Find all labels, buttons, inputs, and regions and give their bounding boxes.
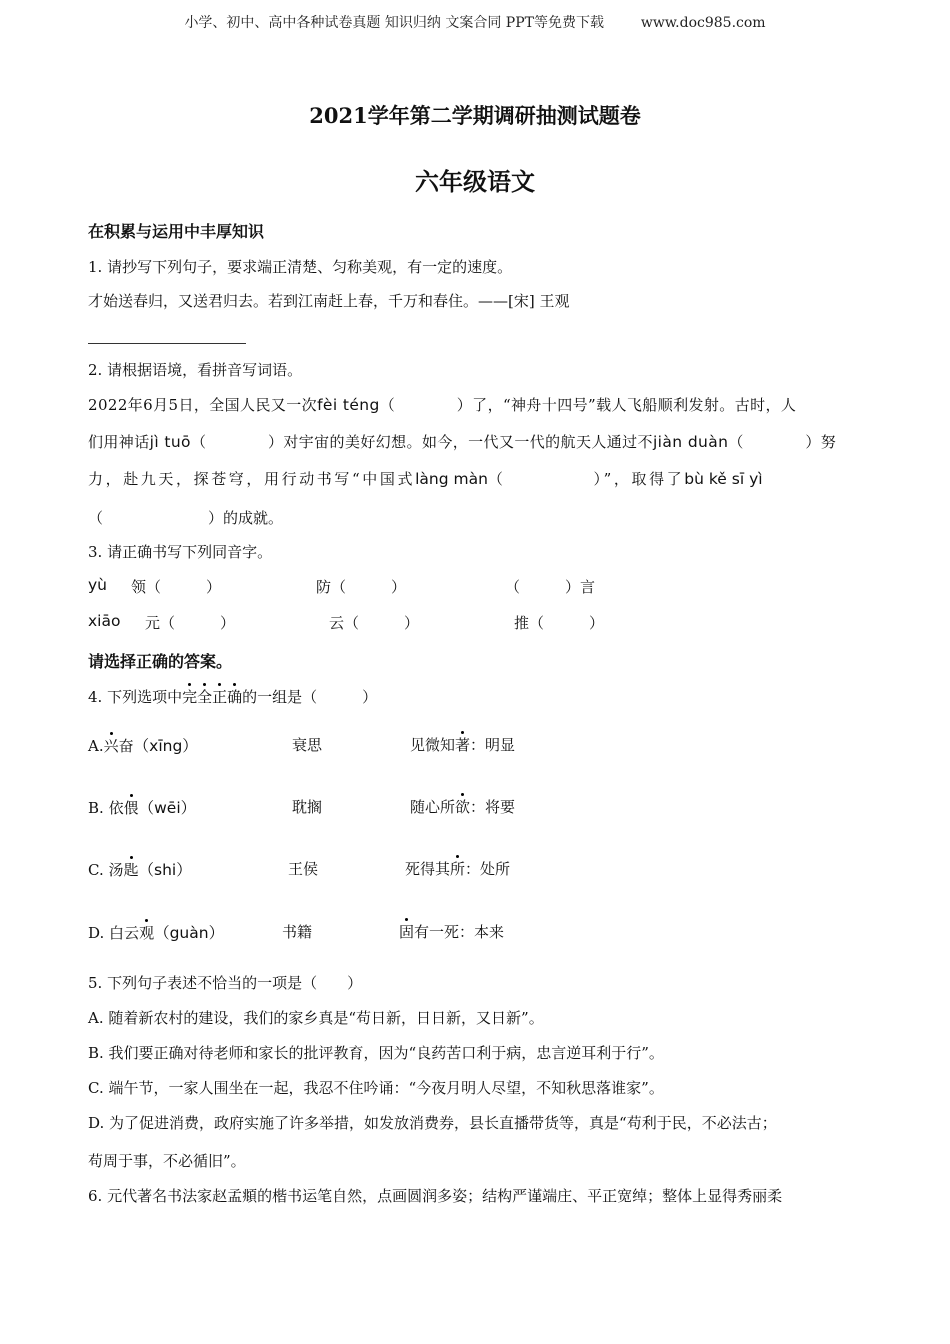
emphasis-char: 确 (227, 688, 243, 706)
q2-line-1 (88, 394, 864, 415)
q2-blank-text[interactable]: （ ）”，取得了 (487, 470, 685, 488)
option-word: 见微知 (410, 736, 456, 754)
page-header (0, 12, 950, 32)
q4-option-a[interactable] (88, 734, 198, 756)
emphasis-char: 偎 (123, 799, 139, 817)
q3-row1-c[interactable]: （ ）言 (505, 578, 596, 596)
q2-text: 力，赴九天，探苍穹，用行动书写“中国式 (88, 470, 416, 488)
q4-option-c-word3 (405, 858, 510, 879)
option-word: 汤 (108, 861, 124, 879)
q4-option-d-word3 (399, 921, 504, 942)
q3-row1-a[interactable]: 领（ ） (131, 578, 222, 596)
q2-blank-text[interactable]: （ ）努 (728, 433, 837, 451)
q1-answer-line[interactable] (88, 343, 246, 344)
emphasis-char: 固 (399, 923, 415, 941)
q4-option-d-word2: 书籍 (282, 923, 313, 941)
q2-blank-text[interactable]: （ ）对宇宙的美好幻想。如今，一代又一代的航天人通过不 (190, 433, 653, 451)
q2-prompt: 2. 请根据语境，看拼音写词语。 (88, 361, 303, 379)
emphasis-char: 兴 (103, 737, 119, 755)
exam-title: 2021学年第二学期调研抽测试题卷 (309, 103, 641, 128)
q5-option-d-line1[interactable]: D. 为了促进消费，政府实施了许多举措，如发放消费券，县长直播带货等，真是“苟利于民，不必法古； (88, 1114, 777, 1132)
q1-prompt: 1. 请抄写下列句子，要求端正清楚、匀称美观，有一定的速度。 (88, 258, 513, 276)
option-word: ：将要 (470, 798, 516, 816)
emphasis-char: 所 (450, 860, 466, 878)
option-pinyin: （xīng） (133, 737, 198, 755)
q5-option-a[interactable]: A. 随着新农村的建设，我们的家乡真是“苟日新，日日新，又日新”。 (88, 1009, 544, 1027)
q4-prompt-pre: 4. 下列选项中 (88, 688, 183, 706)
q1-poem: 才始送春归，又送君归去。若到江南赶上春，千万和春住。——[宋] 王观 (88, 292, 570, 310)
option-word: 白云 (109, 924, 140, 942)
q2-line-3 (88, 468, 864, 489)
option-label: B. (88, 799, 104, 817)
q2-line-4[interactable]: （ ）的成就。 (88, 509, 284, 527)
option-pinyin: （shi） (138, 861, 192, 879)
emphasis-char: 完 (182, 688, 198, 706)
q2-blank-text[interactable]: （ ）了，“神舟十四号”载人飞船顺利发射。古时，人 (379, 396, 797, 414)
option-label: D. (88, 924, 105, 942)
emphasis-char: 匙 (123, 861, 139, 879)
option-label: C. (88, 861, 104, 879)
option-label: A. (88, 737, 104, 755)
pinyin-fei-teng: fèi téng (317, 396, 380, 414)
emphasis-char: 全 (197, 688, 213, 706)
q3-prompt: 3. 请正确书写下列同音字。 (88, 543, 273, 561)
option-word: 有一死：本来 (414, 923, 505, 941)
emphasis-char: 观 (139, 924, 155, 942)
emphasis-char: 欲 (455, 798, 471, 816)
option-word: 依 (108, 799, 124, 817)
q4-option-c[interactable] (88, 858, 192, 880)
header-site[interactable]: www.doc985.com (640, 15, 766, 31)
pinyin-jian-duan: jiàn duàn (652, 433, 729, 451)
option-pinyin: （guàn） (154, 924, 225, 942)
q3-row2-a[interactable]: 元（ ） (145, 614, 236, 632)
q5-prompt: 5. 下列句子表述不恰当的一项是（ ） (88, 974, 363, 992)
q5-option-d-line2[interactable]: 苟周于事，不必循旧”。 (88, 1152, 246, 1170)
q2-text: 们用神话 (88, 433, 150, 451)
q4-option-a-word3 (410, 734, 515, 755)
option-word: 随心所 (410, 798, 456, 816)
q2-line-2 (88, 431, 864, 452)
option-word: 奋 (118, 737, 134, 755)
emphasis-char: 正 (212, 688, 228, 706)
q4-prompt-post: 的一组是（ ） (242, 688, 378, 706)
q3-row2-c[interactable]: 推（ ） (514, 614, 605, 632)
q2-text: 2022年6月5日，全国人民又一次 (88, 396, 318, 414)
pinyin-ji-tuo: jì tuō (149, 433, 191, 451)
option-word: 死得其 (405, 860, 451, 878)
q3-row2-b[interactable]: 云（ ） (329, 614, 420, 632)
q3-row1-b[interactable]: 防（ ） (316, 578, 407, 596)
q4-option-c-word2: 王侯 (288, 860, 319, 878)
header-text: 小学、初中、高中各种试卷真题 知识归纳 文案合同 PPT等免费下载 (184, 15, 604, 31)
q4-option-b-word3 (410, 796, 515, 817)
q3-row1-pinyin: yù (88, 576, 107, 594)
q5-option-c[interactable]: C. 端午节，一家人围坐在一起，我忍不住吟诵：“今夜月明人尽望，不知秋思落谁家”。 (88, 1079, 664, 1097)
section-heading-1: 在积累与运用中丰厚知识 (88, 222, 265, 241)
q4-prompt (88, 686, 377, 707)
pinyin-lang-man: làng màn (415, 470, 488, 488)
q6-text: 6. 元代著名书法家赵孟頫的楷书运笔自然，点画圆润多姿；结构严谨端庄、平正宽绰；整体上显得秀丽柔 (88, 1187, 783, 1205)
option-word: ：明显 (470, 736, 516, 754)
pinyin-bu-ke-si-yi: bù kě sī yì (684, 470, 763, 488)
q5-option-b[interactable]: B. 我们要正确对待老师和家长的批评教育，因为“良药苦口利于病，忠言逆耳利于行”。 (88, 1044, 664, 1062)
section-heading-2: 请选择正确的答案。 (88, 652, 233, 671)
q4-option-d[interactable] (88, 921, 224, 943)
q3-row2-pinyin: xiāo (88, 612, 121, 630)
exam-subtitle: 六年级语文 (415, 167, 535, 196)
q4-option-b-word2: 耽搁 (292, 798, 323, 816)
q4-option-a-word2: 衰思 (292, 736, 323, 754)
option-pinyin: （wēi） (138, 799, 197, 817)
q4-option-b[interactable] (88, 796, 196, 818)
emphasis-char: 著 (455, 736, 471, 754)
option-word: ：处所 (465, 860, 511, 878)
